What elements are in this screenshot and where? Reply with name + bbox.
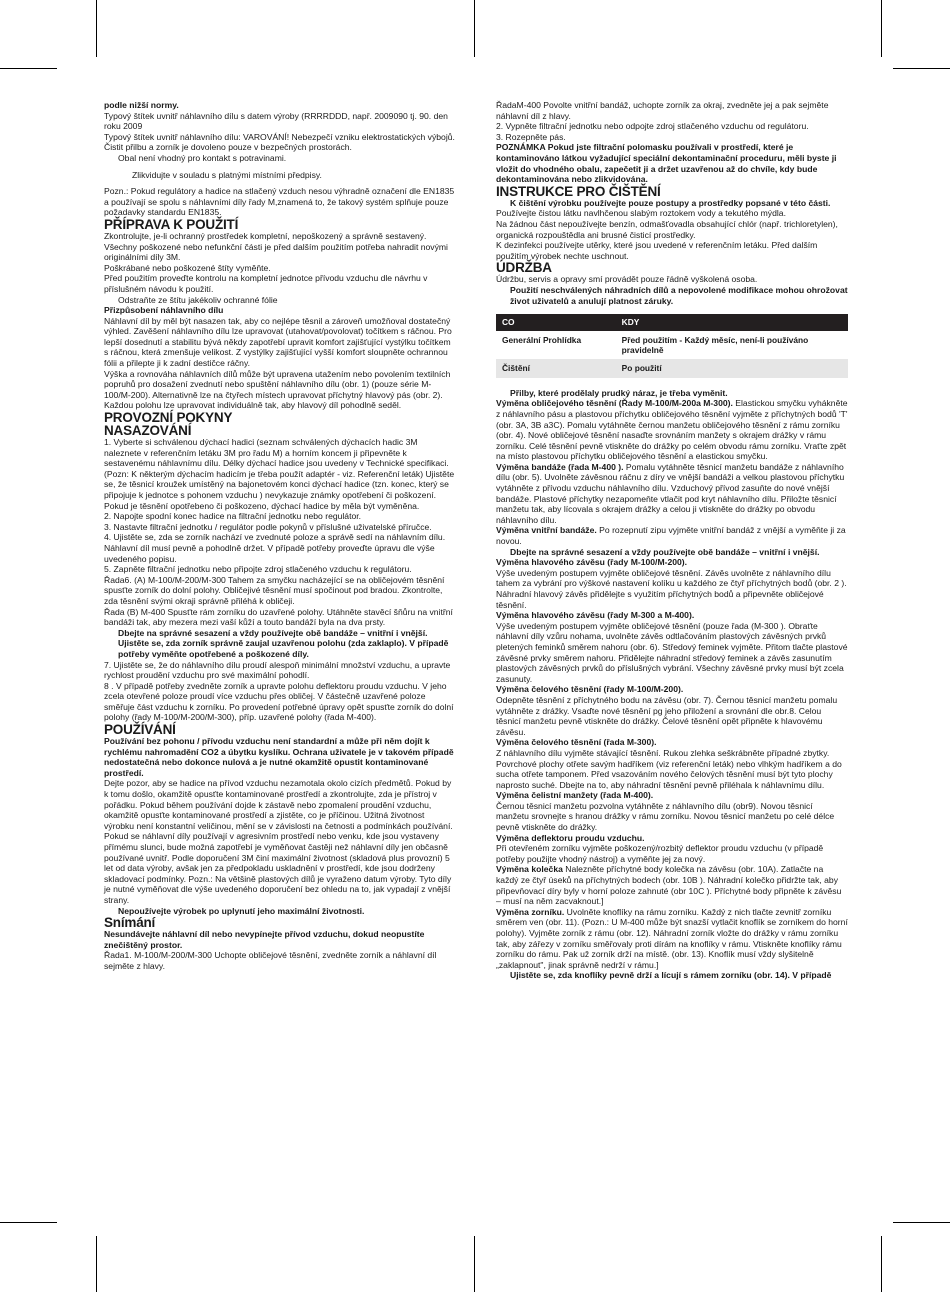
inline-heading: Výměna obličejového těsnění (Řady M-100/M-200a M-300). <box>496 398 733 409</box>
inline-heading: Výměna bandáže (řada M-400 ). <box>496 461 624 472</box>
inline-text: Pomalu vytáhněte těsnicí manžetu bandáže z náhlavního dílu (obr. 5). Uvolněte závěsnou ráčnu z díry ve vnější bandáži a velkou plastovou příchytku vytáhněte z přívodu vzduchu náhlavního dílu. Vzduchový přívod zasuňte do nové vnější bandáže. Plastové příchytky nezapomeňte vtlačit pod kryt náhlavního dílu. Přiložte těsnicí manžetu tak, aby lícovala s okrajem drážky a celou ji vtiskněte do drážky po obvodu náhlavního dílu. <box>496 461 845 525</box>
inline-heading: Výměna zorníku. <box>496 906 565 917</box>
paragraph: Výška a rovnováha náhlavních dílů může být upravena utažením nebo povolením textilních popruhů pro dosažení zvednutí nebo spuštění náhlavního dílu (obr. 1) (pouze série M-100/M-200). Alternativně lze na čtyřech místech upravovat příchytný hlavový pás (obr. 2). Každou polohu lze upravovat individuálně tak, aby hlavový díl pohodlně seděl. <box>104 368 451 411</box>
paragraph <box>496 907 848 971</box>
subheading: Výměna čelového těsnění (řady M-100/M-200). <box>496 684 684 695</box>
section-heading: POUŽÍVÁNÍ <box>104 722 176 738</box>
inline-heading: Výměna kolečka <box>496 864 563 875</box>
subheading: Výměna hlavového závěsu (řady M-100/M-200). <box>496 557 688 568</box>
warning-text: Ujistěte se, zda zorník správně zaujal uzavřenou polohu (zda zaklaplo). V případě potřeby vyměňte opotřebené a poškozené díly. <box>118 638 449 659</box>
paragraph: Poškrábané nebo poškozené štíty vyměňte. <box>104 262 271 273</box>
paragraph: Údržbu, servis a opravy smí provádět pouze řádně vyškolená osoba. <box>496 274 758 285</box>
crop-mark <box>893 1222 950 1223</box>
table-row <box>496 331 848 360</box>
paragraph: Na žádnou část nepoužívejte benzín, odmašťovadla obsahující chlór (např. trichloretylen), organická rozpouštědla ani brusné čisticí prostředky. <box>496 218 838 240</box>
paragraph: Dejte pozor, aby se hadice na přívod vzduchu nezamotala okolo cizích předmětů. Pokud by k tomu došlo, okamžitě opusťte kontaminované prostředí a zkontrolujte, zda je přístroj v pořádku. Pokud během používání dojde k zástavě nebo zpomalení proudění vzduchu, okamžitě opusťte kontaminované prostředí a zjistěte, co je příčinou. Užitná životnost výrobku není konstantní veličinou, mění se v závislosti na četnosti a podmínkách používání. Pokud se náhlavní díly používají v agresivním prostředí nebo venku, kde jsou vystaveny přímému slunci, bude možná zapotřebí je vyměňovat častěji než náhlavní díly jen občasně používané uvnitř. Podle doporučení 3M činí maximální životnost (skladová plus provozní) 5 let od data výroby, avšak jen za předpokladu uskladnění v prostředí, kde jsou dodrženy skladovací podmínky. Pozn.: Na většině plastových dílů je vyraženo datum výroby. Tyto díly je nutné vyměňovat dle výše uvedeného doporučení bez ohledu na to, jak vypadají z vnější strany. <box>104 778 453 905</box>
warning-text: Dbejte na správné sesazení a vždy používejte obě bandáže – vnitřní i vnější. <box>510 546 820 557</box>
paragraph: Odepněte těsnění z příchytného bodu na závěsu (obr. 7). Černou těsnicí manžetu pomalu vytáhněte z drážky. Vsaďte nové těsnění pg jeho přiložení a srovnání dle obr.8. Celou těsnicí manžetu pevně vtiskněte do drážky. Čelové těsnění opět připněte k hlavovému závěsu. <box>496 694 838 737</box>
section-heading: INSTRUKCE PRO ČIŠTĚNÍ <box>496 183 661 199</box>
paragraph: Před použitím proveďte kontrolu na kompletní jednotce přívodu vzduchu dle návrhu v příslušném návodu k použití. <box>104 273 428 294</box>
subheading: Přizpůsobení náhlavního dílu <box>104 305 224 316</box>
inline-text: Nalezněte příchytné body kolečka na závěsu (obr. 10A). Zatlačte na každý ze čtyř úseků na příchytných bodech (obr. 10B ). Náhradní kolečko přidržte tak, aby připevňovací díry byly v horní poloze zahnuté (obr 10C ). Příchytné body připněte k závěsu – musí na něm zacvaknout.] <box>496 864 842 907</box>
crop-mark <box>881 0 882 57</box>
paragraph: 2. Vypněte filtrační jednotku nebo odpojte zdroj stlačeného vzduchu od regulátoru. <box>496 121 809 132</box>
warning-text: Nesundávejte náhlavní díl nebo nevypínejte přívod vzduchu, dokud neopustíte znečištěný prostor. <box>104 929 425 950</box>
crop-mark <box>0 68 57 69</box>
paragraph: Odstraňte ze štítu jakékoliv ochranné fólie <box>118 294 278 305</box>
paragraph: 3. Nastavte filtrační jednotku / regulátor podle pokynů v příslušné uživatelské příručce. <box>104 521 432 532</box>
crop-mark <box>96 1236 97 1292</box>
inline-text: Elastickou smyčku vyhákněte z náhlavního pásu a plastovou příchytku obličejového těsnění vyjměte z příchytných bodů 'T' (obr. 3A, 3B a3C). Pomalu vytáhněte černou manžetu obličejového těsnění z rámu zorníku (obr. 4). Nové obličejové těsnění nasaďte srovnáním manžety s okrajem drážky v rámu zorníku. Celé těsnění pevně vtiskněte do drážky po celém obvodu rámu zorníku. Vraťte zpět na místo plastovou příchytku obličejového těsnění a elastickou smyčku. <box>496 398 848 462</box>
paragraph: 7. Ujistěte se, že do náhlavního dílu proudí alespoň minimální množství vzduchu, a upravte rychlost proudění vzduchu pro své maximální pohodlí. <box>104 659 451 681</box>
table-header: CO <box>496 314 616 330</box>
warning-text: Dbejte na správné sesazení a vždy používejte obě bandáže – vnitřní i vnější. <box>118 627 428 638</box>
table-cell: Před použitím - Každý měsíc, není-li používáno pravidelně <box>616 331 848 360</box>
table-cell: Generální Prohlídka <box>496 331 616 360</box>
paragraph: Řada1. M-100/M-200/M-300 Uchopte obličejové těsnění, zvedněte zorník a náhlavní díl sejměte z hlavy. <box>104 950 437 971</box>
paragraph: Výše uvedeným postupem vyjměte obličejové těsnění. Závěs uvolněte z náhlavního dílu tahem za vybrání pro výškové nastavení kolíku u každého ze čtyř příchytných bodů (obr. 2 ). Náhradní hlavový závěs přidělejte s využitím příchytných bodů a připevněte obličejové těsnění. <box>496 567 847 610</box>
paragraph: 8 . V případě potřeby zvedněte zorník a upravte polohu deflektoru proudu vzduchu. V jeho zcela otevřené poloze proudí více vzduchu přes obličej. V částečně uzavřené poloze směřuje část vzduchu k zorníku. Po provedení potřebné úpravy opět spusťte zorník do dolní polohy (řady M-100/M-200/M-300), příp. uzavřené polohy (řada M-400). <box>104 680 454 723</box>
paragraph <box>496 864 848 906</box>
inline-heading: Výměna vnitřní bandáže. <box>496 525 597 536</box>
warning-text: Používání bez pohonu / přívodu vzduchu není standardní a může při něm dojít k rychlému nahromadění CO2 a úbytku kyslíku. Ochrana uživatele je v takovém případě nedostatečná nebo dokonce nulová a je nutné okamžitě opustit kontaminované prostředí. <box>104 736 454 778</box>
paragraph <box>496 525 848 546</box>
crop-mark <box>474 0 475 57</box>
warning-text: Přilby, které prodělaly prudký náraz, je třeba vyměnit. <box>510 387 728 398</box>
paragraph: Černou těsnicí manžetu pozvolna vytáhněte z náhlavního dílu (obr9). Novou těsnicí manžetu srovnejte s hranou drážky v rámu zorníku. Novou těsnicí manžetu po celé délce pevně vtiskněte do drážky. <box>496 800 835 833</box>
paragraph: Zkontrolujte, je-li ochranný prostředek kompletní, nepoškozený a správně sestavený. Všechny poškozené nebo nefunkční části je před dalším použitím potřeba nahradit novými originálními díly 3M. <box>104 230 448 263</box>
paragraph: K dezinfekci používejte utěrky, které jsou uvedené v referenčním letáku. Před dalším použitím výrobek nechte uschnout. <box>496 240 818 261</box>
paragraph: Při otevřeném zorníku vyjměte poškozený/rozbitý deflektor proudu vzduchu (v případě potřeby použijte vhodný nástroj) a vyměňte jej za nový. <box>496 843 824 864</box>
paragraph: Obal není vhodný pro kontakt s potravinami. <box>118 152 287 163</box>
warning-text: Ujistěte se, zda knoflíky pevně drží a lícují s rámem zorníku (obr. 14). V případě <box>510 970 832 981</box>
crop-mark <box>893 68 950 69</box>
paragraph <box>496 462 848 526</box>
paragraph: Řada (B) M-400 Spusťte rám zorníku do uzavřené polohy. Utáhněte stavěcí šňůru na vnitřní bandáži tak, aby mezera mezi vaší kůží a touto bandáží byla na dva prsty. <box>104 606 453 628</box>
warning-text: K čištění výrobku používejte pouze postupy a prostředky popsané v této části. <box>510 197 831 208</box>
paragraph: Zlikvidujte v souladu s platnými místními předpisy. <box>132 169 322 180</box>
section-heading: PROVOZNÍ POKYNY <box>104 410 233 426</box>
right-column <box>496 100 848 981</box>
table-header: KDY <box>616 314 848 330</box>
paragraph: Typový štítek uvnitř náhlavního dílu s datem výroby (RRRRDDD, např. 2009090 tj. 90. den roku 2009 <box>104 110 448 132</box>
paragraph: Z náhlavního dílu vyjměte stávající těsnění. Rukou zlehka seškrábněte případné zbytky. Povrchové plochy otřete savým hadříkem (viz referenční leták) nebo vlhkým hadříkem a do sucha otřete tamponem. Před vsazováním nového čelových těsnění musí být tyto plochy naprosto suché. Dbejte na to, aby náhradní těsnění pevně přiléhala k náhlavnímu dílu. <box>496 747 842 790</box>
paragraph: 4. Ujistěte se, zda se zorník nachází ve zvednuté poloze a správě sedí na náhlavním dílu. Náhlavní díl musí pevně a pohodlně držet. V případě potřeby proveďte úpravu dle výše uvedeného popisu. <box>104 532 446 564</box>
warning-text: Použití neschválených náhradních dílů a nepovolené modifikace mohou ohrožovat život uživatelů a anulují platnost záruky. <box>510 284 848 306</box>
maintenance-table <box>496 314 848 378</box>
paragraph: Řada6. (A) M-100/M-200/M-300 Tahem za smyčku nacházející se na obličejovém těsnění spusťte zorník do dolní polohy. Obličejivé těsnění musí spočinout pod bradou. Zkontrolte, zda těsnění svými okraji správně přiléhá k obličeji. <box>104 574 445 606</box>
paragraph: 3. Rozepněte pás. <box>496 131 566 142</box>
paragraph: 2. Napojte spodní konec hadice na filtrační jednotku nebo regulátor. <box>104 511 362 522</box>
note-text: POZNÁMKA Pokud jste filtrační polomasku používali v prostředí, které je kontaminováno látkou vyžadující speciální dekontaminační proceduru, měli byste ji vložit do vhodného obalu, zapečetit ji a držet uzavřenou až do chvíle, kdy bude dekontaminována nebo zlikvidována. <box>496 142 837 185</box>
section-heading: NASAZOVÁNÍ <box>104 423 192 439</box>
paragraph: 5. Zapněte filtrační jednotku nebo připojte zdroj stlačeného vzduchu k regulátoru. <box>104 564 412 575</box>
inline-text: Uvolněte knoflíky na rámu zorníku. Každý z nich tlačte zevnitř zorníku směrem ven (obr. 11). (Pozn.: U M-400 může být snazší vytlačit knoflík se zorníkem do horní polohy). Vyjměte zorník z rámu (obr. 12). Náhradní zorník vložte do drážky v rámu zorníku tak, aby zářezy v zorníku směřovaly proti dírám na knoflíky v rámu. Vtiskněte knoflíky rámu zorníku do rámu. Pak už zorník drží na místě. (obr. 13). Knoflík musí vždy slyšitelně „zaklapnout", jinak správně nedrží v rámu.] <box>496 906 848 970</box>
table-row <box>496 359 848 377</box>
paragraph: Náhlavní díl by měl být nasazen tak, aby co nejlépe těsnil a zároveň umožňoval dostatečný výhled. Zavěšení náhlavního dílu lze upravovat (utahovat/povolovat) točítkem s ráčnou. Pro lepší dosednutí a stabilitu bývá někdy zapotřebí upravit komfort zajišťující vystýlku točítkem s ráčnou, která zmenšuje velikost. Z vystýlky zajišťující vyšší komfort sloupněte ochrannou fólii a přilepte ji k zadní destičce ráčny. <box>104 315 452 369</box>
paragraph: podle nižší normy. <box>104 100 179 110</box>
crop-mark <box>96 0 97 57</box>
paragraph: Typový štítek uvnitř náhlavního dílu: VAROVÁNÍ! Nebezpečí vzniku elektrostatických výbojů. Čistit přilbu a zorník je dovoleno pouze v bezpečných prostorách. <box>104 131 455 153</box>
section-heading: ÚDRŽBA <box>496 260 552 276</box>
paragraph: Pozn.: Pokud regulátory a hadice na stlačený vzduch nesou výhradně označení dle EN1835 a používají se spolu s náhlavními díly řady M,znamená to, že takový systém splňuje pouze požadavky standardu EN1835. <box>104 186 455 218</box>
subheading: Výměna deflektoru proudu vzduchu. <box>496 832 645 843</box>
section-heading: Snímání <box>104 915 156 931</box>
table-cell: Po použití <box>616 359 848 377</box>
paragraph: 1. Vyberte si schválenou dýchací hadici (seznam schválených dýchacích hadic 3M naleznete v referenčním letáku 3M pro řadu M) a horním koncem ji připevněte k sestavenému náhlavnímu dílu. Délky dýchací hadice jsou uvedeny v Technické specifikaci. (Pozn: K některým dýchacím hadicím je třeba použít adaptér - viz. Referenční leták) Ujistěte se, že těsnicí kroužek umístěný na bajonetovém konci dýchací hadice (tzn. konec, který se připojuje k jednotce s pohonem vzduchu ) nevykazuje známky opotřebení či poškození. Pokud je těsnění opotřebeno či poškozeno, dýchací hadice by měla být vyměněna. <box>104 437 455 511</box>
table-cell: Čištění <box>496 359 616 377</box>
paragraph: Výše uvedeným postupem vyjměte obličejové těsnění (pouze řada (M-300 ). Obraťte náhlavní díly vzůru nohama, uvolněte závěs odtlačováním plastových závěsných prvků pletených feminků směrem nahoru (obr. 6). Středový feminek vyjměte. Přitom tlačte plastové závěsné prvky směrem nahoru. Přidělejte náhradní středový feminek a závěs zasunutím plastových závěsných prvků do příslušných vybrání. Všechny závěsné prvky musí být zcela zasunuty. <box>496 620 848 684</box>
subheading: Výměna čelového těsnění (řada M-300). <box>496 737 657 748</box>
paragraph <box>496 398 848 462</box>
section-heading: PŘÍPRAVA K POUŽITÍ <box>104 216 239 232</box>
crop-mark <box>474 1236 475 1292</box>
paragraph: Používejte čistou látku navlhčenou slabým roztokem vody a tekutého mýdla. <box>496 208 786 219</box>
left-column <box>104 100 456 972</box>
warning-text: Nepoužívejte výrobek po uplynutí jeho maximální životnosti. <box>118 905 365 916</box>
subheading: Výměna hlavového závěsu (řady M-300 a M-400). <box>496 610 695 621</box>
paragraph: ŘadaM-400 Povolte vnitřní bandáž, uchopte zorník za okraj, zvedněte jej a pak sejměte náhlavní díl z hlavy. <box>496 100 829 121</box>
subheading: Výměna čelistní manžety (řada M-400). <box>496 790 654 801</box>
crop-mark <box>881 1236 882 1292</box>
inline-text: Po rozepnutí zipu vyjměte vnitřní bandáž z vnější a vyměňte ji za novou. <box>496 525 846 547</box>
crop-mark <box>0 1222 57 1223</box>
